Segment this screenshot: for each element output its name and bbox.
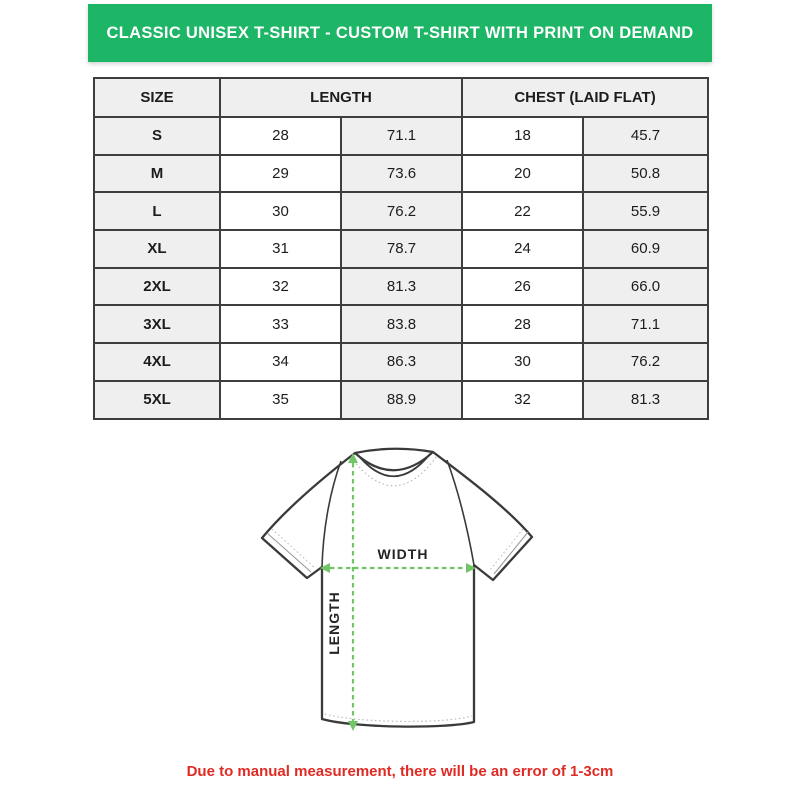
size-cell: 3XL [94,305,220,343]
value-cell: 76.2 [583,343,708,381]
table-row [94,117,708,155]
value-cell: 83.8 [341,305,462,343]
column-header-chest: CHEST (LAID FLAT) [462,78,708,117]
value-cell: 86.3 [341,343,462,381]
width-label: WIDTH [377,546,429,562]
value-cell: 78.7 [341,230,462,268]
value-cell: 22 [462,192,583,230]
value-cell: 28 [220,117,341,155]
page-title: CLASSIC UNISEX T-SHIRT - CUSTOM T-SHIRT WITH PRINT ON DEMAND [106,23,694,42]
size-chart [93,77,707,420]
size-table-body [94,117,708,419]
tshirt-diagram [248,442,548,752]
table-row [94,155,708,193]
value-cell: 30 [462,343,583,381]
value-cell: 73.6 [341,155,462,193]
value-cell: 32 [220,268,341,306]
size-table [93,77,709,420]
length-label: LENGTH [326,591,342,655]
size-cell: 2XL [94,268,220,306]
size-cell: 5XL [94,381,220,419]
value-cell: 66.0 [583,268,708,306]
value-cell: 81.3 [583,381,708,419]
value-cell: 81.3 [341,268,462,306]
table-row [94,192,708,230]
value-cell: 34 [220,343,341,381]
value-cell: 71.1 [583,305,708,343]
table-header-row [94,78,708,117]
value-cell: 76.2 [341,192,462,230]
value-cell: 30 [220,192,341,230]
measurement-note: Due to manual measurement, there will be an error of 1-3cm [186,763,614,780]
value-cell: 32 [462,381,583,419]
value-cell: 26 [462,268,583,306]
value-cell: 20 [462,155,583,193]
size-cell: 4XL [94,343,220,381]
table-row [94,305,708,343]
value-cell: 88.9 [341,381,462,419]
value-cell: 50.8 [583,155,708,193]
value-cell: 33 [220,305,341,343]
value-cell: 45.7 [583,117,708,155]
title-banner [88,4,712,62]
table-row [94,381,708,419]
tshirt-outline [262,449,532,727]
size-cell: S [94,117,220,155]
value-cell: 35 [220,381,341,419]
column-header-length: LENGTH [220,78,462,117]
value-cell: 31 [220,230,341,268]
value-cell: 18 [462,117,583,155]
column-header-size: SIZE [94,78,220,117]
value-cell: 29 [220,155,341,193]
value-cell: 24 [462,230,583,268]
table-row [94,343,708,381]
table-row [94,268,708,306]
size-cell: XL [94,230,220,268]
value-cell: 28 [462,305,583,343]
value-cell: 55.9 [583,192,708,230]
size-cell: L [94,192,220,230]
tshirt-drawing [248,442,548,752]
size-cell: M [94,155,220,193]
value-cell: 71.1 [341,117,462,155]
value-cell: 60.9 [583,230,708,268]
table-row [94,230,708,268]
